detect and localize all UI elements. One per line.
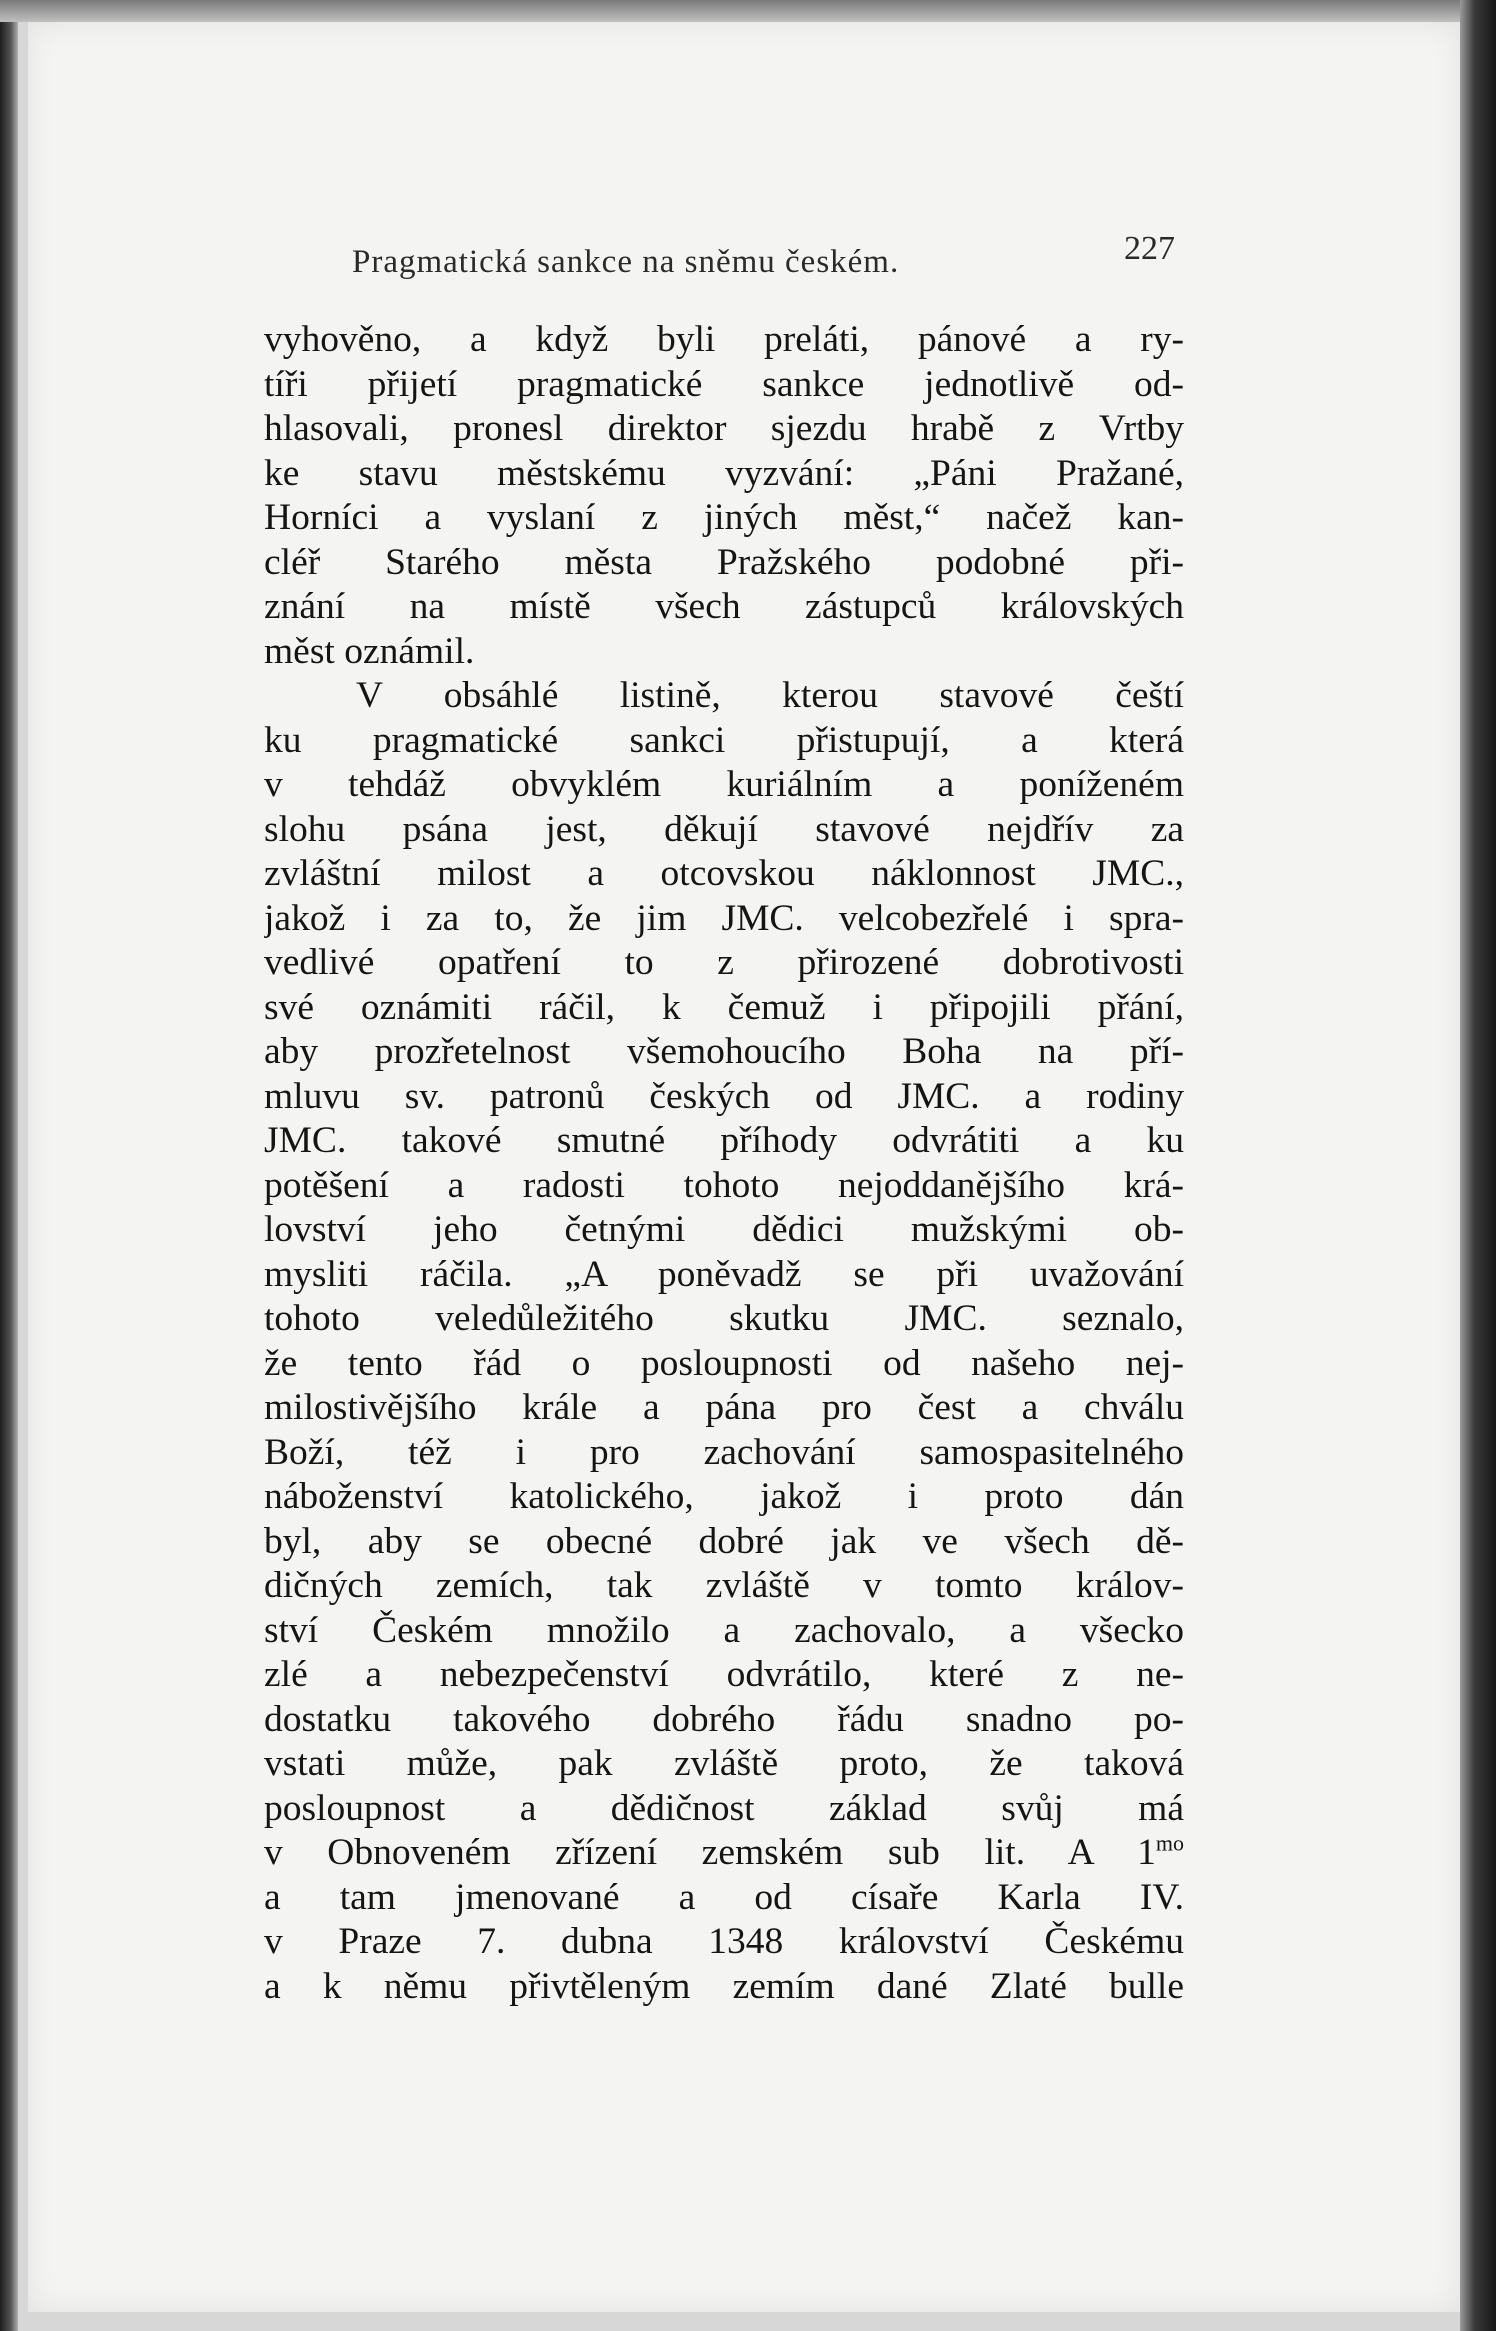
text-line: aby prozřetelnost všemohoucího Boha na pří-	[264, 1031, 1184, 1072]
text-line: hlasovali, pronesl direktor sjezdu hrabě z Vrtby	[264, 408, 1184, 449]
text-line: ství Českém množilo a zachovalo, a všecko	[264, 1609, 1184, 1651]
text-line: tíři přijetí pragmatické sankce jednotlivě od-	[264, 363, 1184, 405]
text-line: vstati může, pak zvláště proto, že taková	[264, 1743, 1184, 1784]
scan-left-edge	[0, 0, 18, 2331]
text-line: potěšení a radosti tohoto nejoddanějšího krá-	[264, 1164, 1184, 1206]
body-text	[264, 318, 1184, 2009]
chapter-title: Pragmatická sankce na sněmu českém.	[352, 244, 900, 280]
text-line: že tento řád o posloupnosti od našeho nej-	[264, 1342, 1184, 1384]
page-number: 227	[1124, 230, 1175, 267]
text-line: Boží, též i pro zachování samospasitelného	[264, 1431, 1184, 1473]
text-line: vyhověno, a když byli preláti, pánové a ry-	[264, 319, 1184, 360]
text-line: v Praze 7. dubna 1348 království Českému	[264, 1921, 1184, 1962]
text-line: Horníci a vyslaní z jiných měst,“ načež kan-	[264, 497, 1184, 538]
text-line: slohu psána jest, děkují stavové nejdřív za	[264, 808, 1184, 850]
text-line: dičných zemích, tak zvláště v tomto králov-	[264, 1565, 1184, 1606]
text-line: v tehdáž obvyklém kuriálním a poníženém	[264, 764, 1184, 805]
text-line: zvláštní milost a otcovskou náklonnost JMC.,	[264, 853, 1184, 894]
text-line: JMC. takové smutné příhody odvrátiti a ku	[264, 1120, 1184, 1161]
statute-number: 1	[1137, 1832, 1156, 1873]
text-line: milostivějšího krále a pána pro čest a chválu	[264, 1387, 1184, 1428]
text-line: tohoto veledůležitého skutku JMC. seznalo,	[264, 1298, 1184, 1339]
text-line: jakož i za to, že jim JMC. velcobezřelé i spra-	[264, 897, 1184, 939]
text-line: své oznámiti ráčil, k čemuž i připojili přání,	[264, 986, 1184, 1028]
scan-top-edge	[0, 0, 1496, 22]
text-line: znání na místě všech zástupců královských	[264, 586, 1184, 627]
text-line: zlé a nebezpečenství odvrátilo, které z ne-	[264, 1654, 1184, 1695]
running-head	[0, 230, 1496, 290]
text-fragment: v Obnoveném zřízení zemském sub lit. A	[264, 1832, 1093, 1873]
text-line: a tam jmenované a od císaře Karla IV.	[264, 1876, 1184, 1918]
text-line-paragraph-start: V obsáhlé listině, kterou stavové čeští	[356, 675, 1184, 716]
text-line: a k němu přivtěleným zemím dané Zlaté bulle	[264, 1965, 1184, 2007]
text-line-with-superscript	[264, 1831, 1184, 1876]
text-line: mluvu sv. patronů českých od JMC. a rodiny	[264, 1075, 1184, 1117]
text-line: měst oznámil.	[264, 630, 475, 672]
text-line: mysliti ráčila. „A poněvadž se při uvažování	[264, 1253, 1184, 1295]
text-line: vedlivé opatření to z přirozené dobrotivosti	[264, 942, 1184, 983]
text-line: posloupnost a dědičnost základ svůj má	[264, 1787, 1184, 1829]
text-line: lovství jeho četnými dědici mužskými ob-	[264, 1209, 1184, 1250]
superscript: mo	[1155, 1831, 1184, 1856]
text-line: cléř Starého města Pražského podobné při-	[264, 541, 1184, 583]
text-line: náboženství katolického, jakož i proto dán	[264, 1476, 1184, 1517]
text-line: dostatku takového dobrého řádu snadno po-	[264, 1698, 1184, 1740]
text-line: byl, aby se obecné dobré jak ve všech dě-	[264, 1520, 1184, 1562]
text-line: ke stavu městskému vyzvání: „Páni Pražané,	[264, 452, 1184, 494]
text-line: ku pragmatické sankci přistupují, a která	[264, 719, 1184, 761]
scan-right-edge	[1460, 0, 1496, 2331]
